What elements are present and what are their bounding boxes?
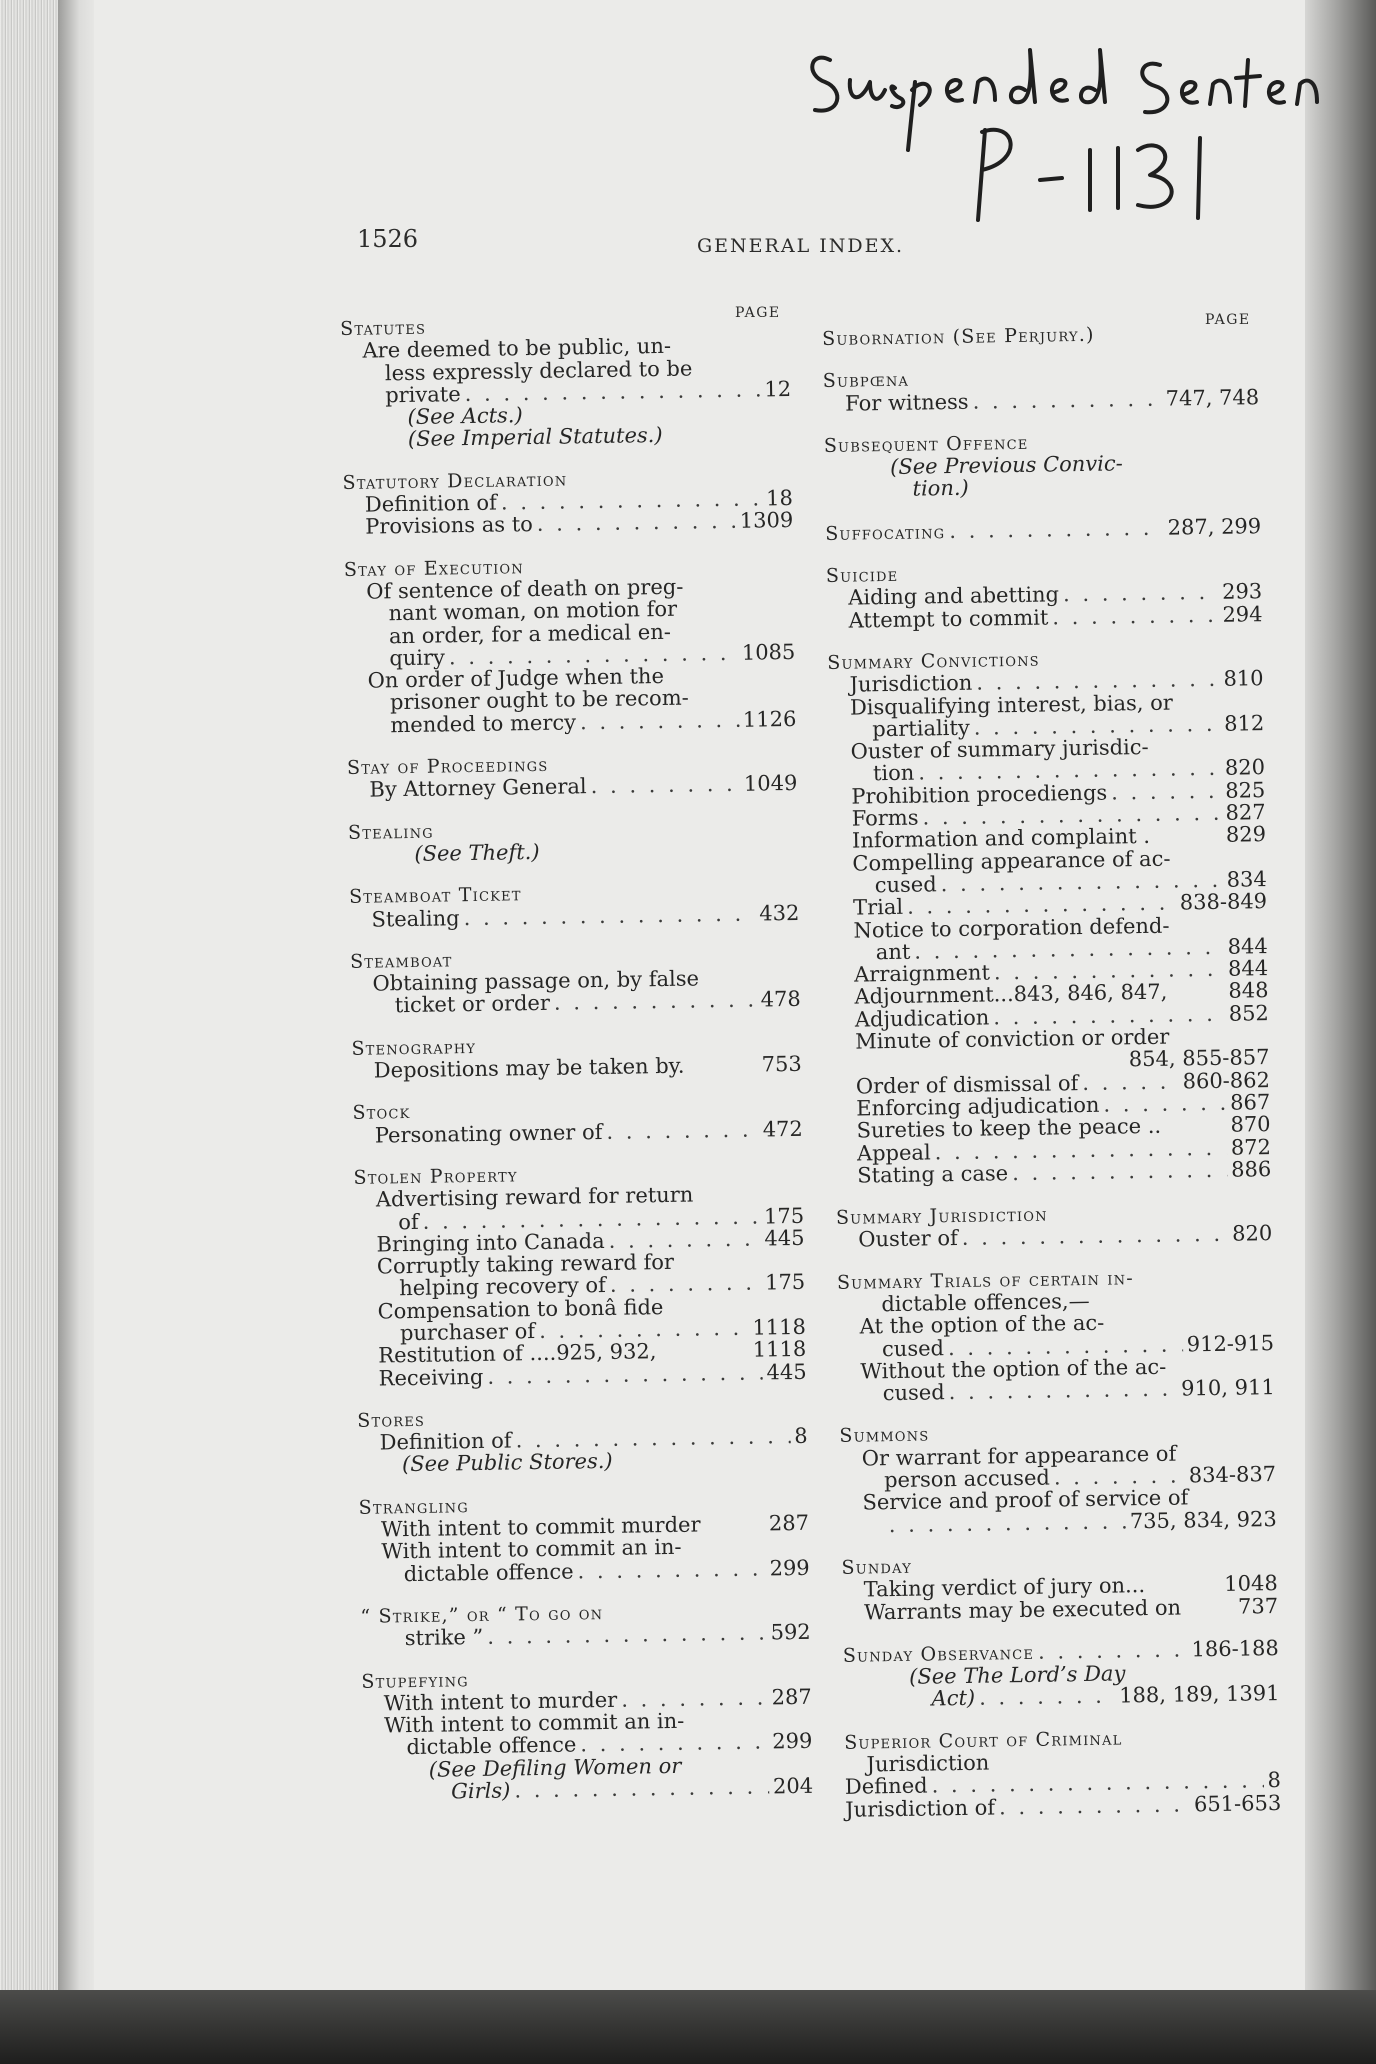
page-ref: 294 bbox=[1222, 601, 1263, 627]
index-entry-stores bbox=[357, 1403, 808, 1477]
entry-heading: Steamboat Ticket bbox=[348, 883, 522, 909]
entry-line: prisoner ought to be recom- bbox=[389, 686, 689, 715]
entry-line: Order of dismissal of bbox=[855, 1070, 1079, 1099]
entry-line: On order of Judge when the bbox=[367, 664, 665, 693]
page-ref: 844 bbox=[1227, 956, 1269, 981]
entry-line: Information and complaint . bbox=[851, 824, 1151, 853]
page-ref: 287 bbox=[768, 1510, 810, 1536]
page-ref: 867 bbox=[1229, 1089, 1271, 1115]
cross-reference: (See The Lord’s Day bbox=[909, 1661, 1126, 1689]
entry-heading: Stock bbox=[352, 1101, 411, 1125]
page-ref: 299 bbox=[772, 1729, 813, 1754]
entry-line: Provisions as to bbox=[365, 512, 534, 540]
page-ref: 18 bbox=[765, 485, 794, 511]
index-entry-sunday-observance bbox=[843, 1637, 1280, 1712]
running-head: GENERAL INDEX. bbox=[697, 235, 905, 257]
entry-line: strike ” bbox=[404, 1625, 484, 1651]
index-entry-subornation bbox=[822, 321, 1258, 350]
page-ref: 1048 bbox=[1224, 1571, 1278, 1597]
entry-line: an order, for a medical en- bbox=[388, 619, 672, 648]
entry-line: Compensation to bonâ fide bbox=[377, 1294, 664, 1324]
entry-heading: Subpœna bbox=[822, 368, 910, 393]
index-entry-stolen-property bbox=[353, 1160, 806, 1390]
page-ref: 829 bbox=[1225, 822, 1267, 848]
cross-reference: (See Acts.) bbox=[407, 403, 523, 430]
page-ref: 812 bbox=[1223, 710, 1265, 736]
entry-line: By Attorney General bbox=[369, 774, 587, 802]
index-column-right bbox=[822, 321, 1282, 1841]
entry-heading: Superior Court of Criminal bbox=[844, 1727, 1123, 1754]
index-entry-stenography bbox=[351, 1031, 802, 1083]
entry-line: dictable offence bbox=[406, 1732, 577, 1760]
entry-line: Definition of bbox=[364, 490, 498, 517]
index-entry-steamboat bbox=[350, 944, 801, 1018]
index-entry-suicide bbox=[826, 558, 1263, 632]
entry-line: person accused bbox=[883, 1465, 1051, 1493]
index-entry-superior-court bbox=[844, 1725, 1281, 1821]
entry-line: Notice to corporation defend- bbox=[853, 913, 1170, 943]
entry-line: helping recovery of bbox=[399, 1273, 607, 1301]
handwritten-annotation bbox=[800, 20, 1320, 240]
entry-heading: Subornation (See Perjury.) bbox=[822, 323, 1095, 350]
entry-line: Compelling appearance of ac- bbox=[852, 846, 1171, 876]
entry-line: Obtaining passage on, by false bbox=[372, 966, 700, 996]
entry-line: Taking verdict of jury on... bbox=[863, 1573, 1146, 1602]
entry-line: Ouster of bbox=[858, 1226, 959, 1252]
page-ref: 820 bbox=[1232, 1221, 1273, 1247]
entry-heading: “ Strike,” or “ To go on bbox=[360, 1601, 604, 1628]
entry-heading: Sunday Observance bbox=[842, 1641, 1035, 1667]
page-ref: 1126 bbox=[742, 706, 797, 732]
page-ref: 188, 189, 1391 bbox=[1119, 1681, 1280, 1708]
entry-line: Jurisdiction of bbox=[845, 1795, 996, 1822]
entry-heading: Steamboat bbox=[349, 949, 453, 973]
entry-line: nant woman, on motion for bbox=[388, 597, 678, 626]
entry-line: Restitution of ....925, 932, bbox=[378, 1339, 657, 1368]
cross-reference: Act) bbox=[931, 1686, 976, 1711]
page-ref: 287, 299 bbox=[1167, 513, 1262, 540]
cross-reference: (See Previous Convic- bbox=[890, 451, 1123, 480]
entry-line: cused bbox=[881, 1335, 945, 1361]
page-ref: 1049 bbox=[743, 771, 798, 797]
page-ref: 1085 bbox=[741, 639, 796, 665]
entry-heading: Stealing bbox=[347, 820, 434, 844]
entry-line: Aiding and abetting bbox=[848, 582, 1060, 610]
page-ref: 834 bbox=[1226, 867, 1267, 892]
page-ref: 834-837 bbox=[1188, 1462, 1277, 1488]
book-bottom-edge bbox=[0, 1990, 1376, 2064]
page-ref: 186-188 bbox=[1191, 1635, 1279, 1662]
index-entry-statutes bbox=[340, 311, 792, 452]
index-entry-summary-jurisdiction bbox=[836, 1200, 1273, 1251]
entry-line: Advertising reward for return bbox=[375, 1182, 694, 1212]
page-ref: 293 bbox=[1221, 579, 1263, 605]
entry-line: Adjudication bbox=[854, 1005, 990, 1032]
page-column-label-right: PAGE bbox=[1205, 312, 1251, 328]
index-entry-summons bbox=[839, 1418, 1277, 1536]
page-edges bbox=[0, 0, 58, 2064]
entry-heading: Stenography bbox=[351, 1035, 477, 1060]
entry-line: dictable offence bbox=[403, 1559, 574, 1586]
index-entry-stupefying bbox=[361, 1663, 813, 1804]
page-ref: 860-862 bbox=[1182, 1067, 1271, 1094]
entry-heading: Stupefying bbox=[361, 1668, 469, 1693]
entry-line: cused bbox=[882, 1380, 945, 1406]
index-entry-stealing bbox=[348, 815, 799, 867]
page-ref: 445 bbox=[766, 1359, 807, 1385]
page-ref: 175 bbox=[764, 1270, 806, 1295]
entry-line: Ouster of summary jurisdic- bbox=[850, 735, 1149, 764]
cross-reference: (See Imperial Statutes.) bbox=[407, 423, 663, 452]
page-ref: 852 bbox=[1228, 1000, 1269, 1026]
entry-line: purchaser of bbox=[399, 1319, 536, 1346]
entry-line: tion bbox=[872, 761, 915, 786]
page-ref: 886 bbox=[1230, 1156, 1272, 1182]
entry-line: Jurisdiction bbox=[866, 1750, 990, 1777]
page-ref: 478 bbox=[760, 987, 801, 1012]
page-ref: 827 bbox=[1225, 800, 1266, 825]
index-entry-stay-of-execution bbox=[344, 552, 797, 737]
page-ref: 432 bbox=[759, 900, 800, 926]
entry-line: Jurisdiction bbox=[849, 670, 973, 697]
cross-reference: Girls) bbox=[450, 1778, 511, 1804]
entry-line: Or warrant for appearance of bbox=[861, 1441, 1177, 1471]
page-ref: 737 bbox=[1237, 1593, 1279, 1619]
page-ref: 735, 834, 923 bbox=[1129, 1506, 1277, 1533]
page-ref: 854, 855-857 bbox=[1128, 1045, 1270, 1072]
entry-line: Receiving bbox=[378, 1364, 484, 1391]
page-ref: 810 bbox=[1223, 666, 1264, 692]
index-entry-statutory-declaration bbox=[342, 465, 793, 539]
entry-line: Prohibition procediengs bbox=[851, 780, 1108, 809]
index-entry-subpoena bbox=[823, 363, 1260, 414]
page-ref: 870 bbox=[1230, 1112, 1271, 1137]
entry-heading: Sunday bbox=[841, 1555, 913, 1579]
entry-line: Appeal bbox=[856, 1139, 931, 1166]
index-entry-subsequent-offence bbox=[824, 428, 1261, 502]
index-entry-summary-convictions bbox=[827, 645, 1271, 1187]
entry-line: ticket or order bbox=[394, 991, 551, 1018]
entry-line: mended to mercy bbox=[390, 710, 577, 738]
entry-line: less expressly declared to be bbox=[384, 356, 693, 385]
entry-line: partiality bbox=[872, 715, 970, 742]
entry-line: Disqualifying interest, bias, or bbox=[849, 690, 1173, 720]
entry-line: Stating a case bbox=[857, 1160, 1009, 1188]
page-ref: 472 bbox=[762, 1116, 803, 1142]
entry-line: of bbox=[398, 1209, 419, 1234]
cross-reference: (See Defiling Women or bbox=[428, 1753, 682, 1782]
entry-line: Corruptly taking reward for bbox=[376, 1249, 675, 1279]
index-entry-steamboat-ticket bbox=[349, 879, 800, 931]
entry-line: dictable offences,— bbox=[881, 1288, 1090, 1317]
cross-reference: (See Public Stores.) bbox=[401, 1449, 613, 1477]
entry-heading: Summary Convictions bbox=[827, 648, 1040, 674]
entry-heading: Stores bbox=[357, 1408, 426, 1432]
spine-shadow bbox=[58, 0, 94, 2064]
entry-line: Forms bbox=[851, 805, 919, 831]
entry-line: quiry bbox=[389, 645, 446, 671]
entry-line: Minute of conviction or order bbox=[855, 1024, 1170, 1054]
entry-line: Are deemed to be public, un- bbox=[362, 334, 672, 363]
page-ref: 592 bbox=[770, 1620, 811, 1645]
entry-line: Defined bbox=[844, 1773, 928, 1800]
entry-heading: Suffocating bbox=[825, 520, 946, 545]
page-ref: 872 bbox=[1230, 1134, 1272, 1160]
entry-line: Adjournment...843, 846, 847, bbox=[854, 980, 1168, 1009]
page-ref: 1118 bbox=[752, 1314, 807, 1340]
page-ref: 299 bbox=[769, 1555, 810, 1581]
entry-line: At the option of the ac- bbox=[859, 1310, 1105, 1339]
page-number: 1526 bbox=[357, 225, 419, 253]
entry-line: For witness bbox=[844, 389, 969, 416]
entry-line: Of sentence of death on preg- bbox=[366, 574, 684, 604]
page-ref: 651-653 bbox=[1193, 1790, 1282, 1816]
entry-line: Enforcing adjudication bbox=[856, 1092, 1100, 1121]
entry-line: Sureties to keep the peace .. bbox=[856, 1113, 1162, 1143]
entry-line: Arraignment bbox=[853, 960, 991, 987]
index-entry-suffocating bbox=[825, 515, 1261, 545]
entry-heading: Stay of Proceedings bbox=[346, 753, 549, 779]
entry-heading: Strangling bbox=[358, 1494, 470, 1519]
cross-reference: tion.) bbox=[912, 476, 969, 502]
page-ref: 848 bbox=[1228, 978, 1269, 1004]
page-ref: 445 bbox=[764, 1225, 805, 1251]
entry-heading: Summary Trials of certain in- bbox=[836, 1266, 1135, 1294]
entry-line: Attempt to commit bbox=[848, 605, 1049, 633]
entry-line: With intent to murder bbox=[383, 1687, 618, 1716]
page-ref: 175 bbox=[763, 1203, 805, 1228]
page-ref: 747, 748 bbox=[1165, 384, 1260, 411]
entry-heading: Stolen Property bbox=[353, 1164, 518, 1189]
page-ref: 844 bbox=[1227, 933, 1268, 959]
entry-heading: Subsequent Offence bbox=[823, 431, 1029, 457]
index-column-left bbox=[340, 311, 814, 1824]
page-column-label-left: PAGE bbox=[735, 305, 781, 321]
entry-line: private bbox=[385, 382, 461, 408]
entry-heading: Summary Jurisdiction bbox=[835, 1203, 1048, 1229]
handwriting-drawing bbox=[800, 20, 1320, 240]
entry-line: ant bbox=[875, 939, 911, 965]
entry-line: cused bbox=[874, 872, 937, 898]
page-ref: 1118 bbox=[752, 1337, 807, 1362]
index-entry-strangling bbox=[359, 1490, 810, 1586]
entry-line: Depositions may be taken by. bbox=[373, 1053, 685, 1083]
index-entry-strike bbox=[360, 1599, 811, 1651]
index-entry-stock bbox=[352, 1095, 803, 1147]
entry-heading: Stay of Execution bbox=[343, 555, 525, 581]
entry-line: With intent to commit murder bbox=[380, 1512, 701, 1542]
page-fold bbox=[1305, 0, 1376, 2064]
page-ref: 204 bbox=[772, 1773, 814, 1799]
entry-line: Personating owner of bbox=[374, 1119, 603, 1148]
entry-line: With intent to commit an in- bbox=[383, 1708, 685, 1738]
entry-heading: Summons bbox=[839, 1423, 930, 1448]
page-ref: 8 bbox=[794, 1423, 808, 1449]
page-ref: 820 bbox=[1224, 755, 1266, 781]
index-entry-sunday bbox=[841, 1550, 1278, 1624]
page-ref: 287 bbox=[771, 1684, 812, 1710]
page-ref: 838-849 bbox=[1179, 889, 1268, 915]
page-ref: 912-915 bbox=[1186, 1330, 1275, 1356]
entry-line: Stealing bbox=[371, 905, 460, 932]
entry-line: Warrants may be executed on bbox=[863, 1595, 1182, 1625]
cross-reference: (See Theft.) bbox=[414, 839, 540, 866]
entry-line: Service and proof of service of bbox=[862, 1485, 1189, 1515]
entry-heading: Statutes bbox=[340, 316, 427, 340]
page-ref: 753 bbox=[761, 1051, 802, 1077]
page-ref: 825 bbox=[1225, 777, 1266, 803]
entry-heading: Statutory Declaration bbox=[342, 468, 568, 494]
page-ref: 8 bbox=[1267, 1768, 1282, 1793]
entry-heading: Suicide bbox=[825, 563, 899, 588]
entry-line: Bringing into Canada bbox=[376, 1228, 605, 1257]
entry-line: Trial bbox=[852, 895, 904, 920]
index-entry-stay-of-proceedings bbox=[347, 750, 798, 802]
entry-line: With intent to commit an in- bbox=[381, 1535, 682, 1564]
index-entry-summary-trials bbox=[837, 1265, 1275, 1406]
page-ref: 1309 bbox=[739, 508, 794, 534]
page-ref: 12 bbox=[764, 376, 792, 402]
entry-line: Definition of bbox=[379, 1428, 512, 1455]
entry-line: Without the option of the ac- bbox=[860, 1354, 1167, 1384]
page-ref: 910, 911 bbox=[1181, 1375, 1275, 1401]
